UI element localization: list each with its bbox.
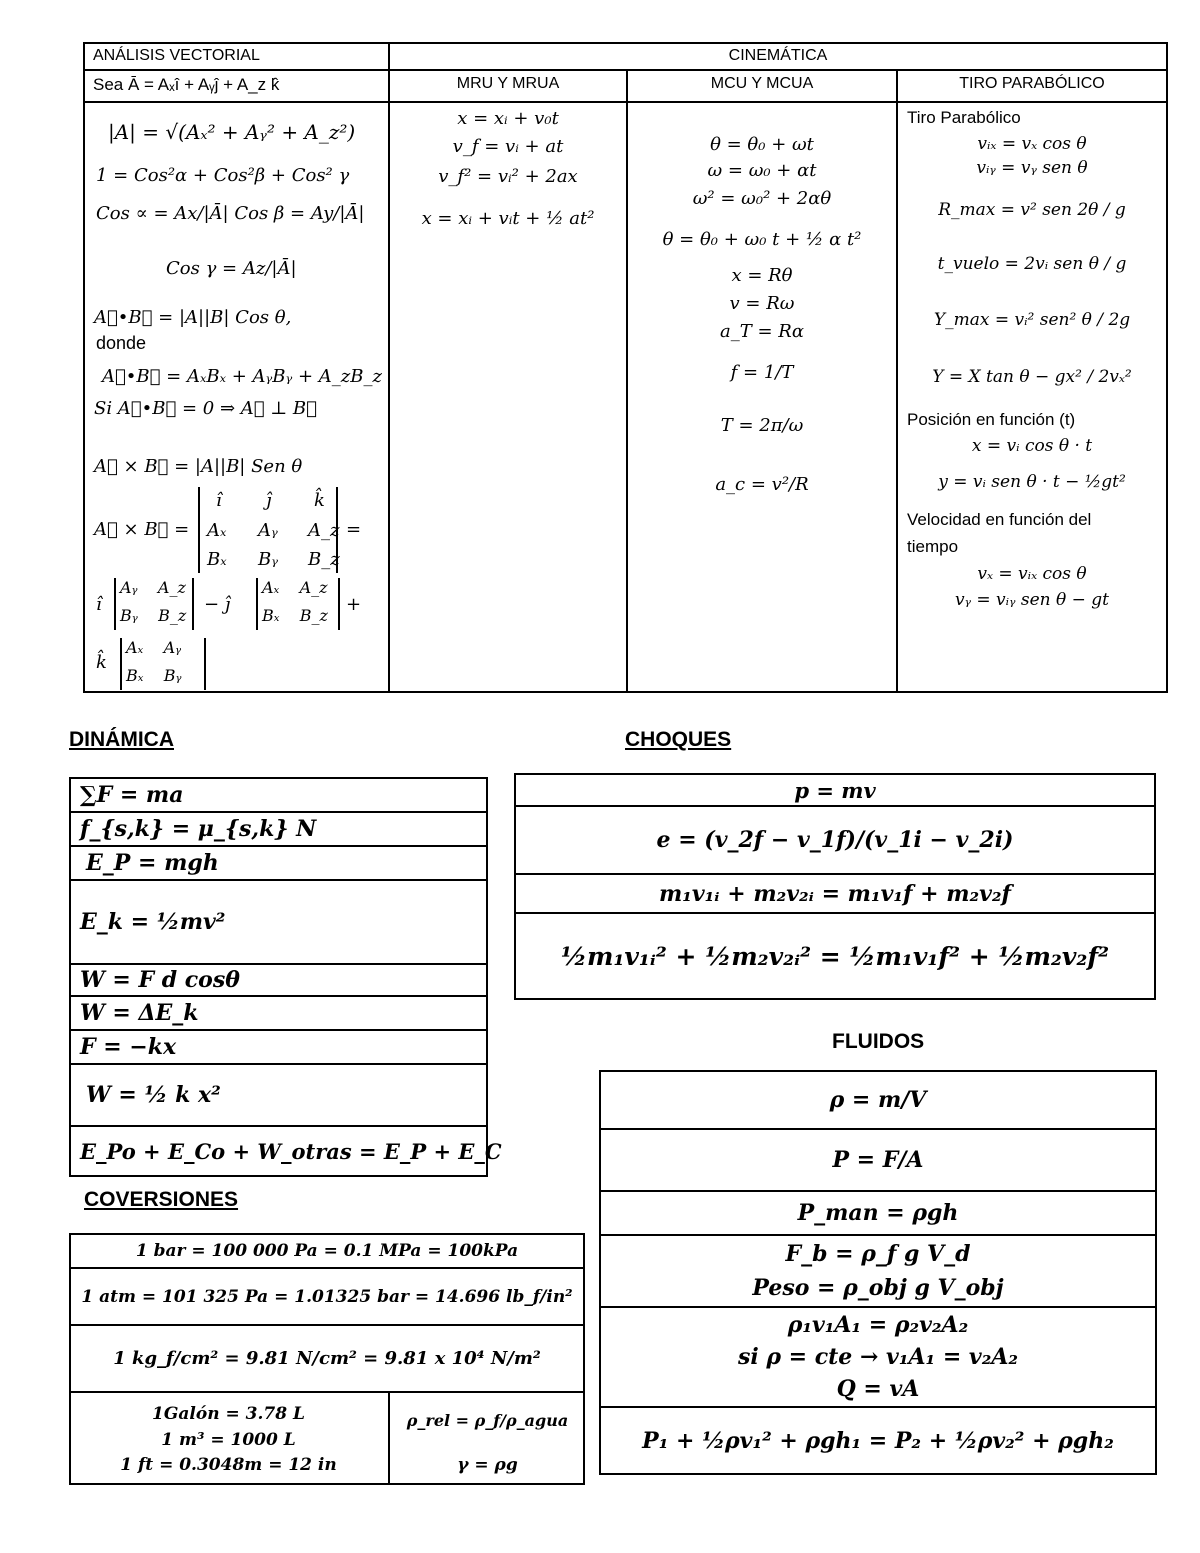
formula-dot-product: A⃗•B⃗ = |A||B| Cos θ, bbox=[94, 307, 292, 328]
dinamica-row: f_{s,k} = μ_{s,k} N bbox=[80, 816, 317, 842]
det-bar bbox=[256, 578, 258, 630]
mcu-formula: θ = θ₀ + ω₀ t + ½ α t² bbox=[662, 229, 862, 250]
formula-cos-gamma: Cos γ = Az/|Ā| bbox=[166, 258, 297, 279]
fluidos-row: P = F/A bbox=[832, 1147, 924, 1173]
formula-magnitude: |A| = √(Aₓ² + Aᵧ² + A_z²) bbox=[108, 120, 356, 144]
fluidos-row: si ρ = cte → v₁A₁ = v₂A₂ bbox=[737, 1344, 1019, 1370]
choques-row: ½m₁v₁ᵢ² + ½m₂v₂ᵢ² = ½m₁v₁f² + ½m₂v₂f² bbox=[560, 941, 1110, 971]
tiro-formula: vₓ = vᵢₓ cos θ bbox=[977, 564, 1087, 584]
conversion-row: 1 atm = 101 325 Pa = 1.01325 bar = 14.696 lb_f/in² bbox=[81, 1286, 573, 1307]
tiro-formula: vᵧ = vᵢᵧ sen θ − gt bbox=[954, 590, 1110, 610]
fluidos-title: FLUIDOS bbox=[832, 1030, 925, 1053]
tiro-formula: t_vuelo = 2vᵢ sen θ / g bbox=[937, 254, 1127, 274]
mcu-formula: v = Rω bbox=[729, 293, 795, 314]
fluidos-row: ρ₁v₁A₁ = ρ₂v₂A₂ bbox=[787, 1312, 969, 1338]
unit-i: î bbox=[96, 594, 102, 615]
det-cell: k̂ bbox=[314, 490, 325, 511]
fluidos-row: Peso = ρ_obj g V_obj bbox=[752, 1275, 1004, 1301]
divider bbox=[599, 1234, 1157, 1236]
dinamica-row: E_Po + E_Co + W_otras = E_P + E_C bbox=[80, 1138, 502, 1164]
det-cell: A_z bbox=[308, 520, 340, 541]
formula-cross-label: A⃗ × B⃗ = bbox=[94, 519, 190, 540]
conversion-row: γ = ρg bbox=[457, 1455, 518, 1475]
det-cell: Aₓ bbox=[207, 520, 227, 541]
conversiones-title: COVERSIONES bbox=[84, 1188, 239, 1211]
mru-formula: x = xᵢ + v₀t bbox=[457, 108, 559, 129]
tiro-formula: Y_max = vᵢ² sen² θ / 2g bbox=[933, 310, 1131, 330]
fluidos-row: F_b = ρ_f g V_d bbox=[785, 1241, 971, 1267]
det-bar bbox=[120, 638, 122, 690]
dinamica-row: W = ½ k x² bbox=[86, 1082, 221, 1108]
mcu-formula: a_T = Rα bbox=[720, 321, 804, 342]
det-bar bbox=[338, 578, 340, 630]
conversion-row: 1 ft = 0.3048m = 12 in bbox=[120, 1455, 337, 1475]
dinamica-row: E_k = ½mv² bbox=[80, 909, 226, 935]
vector-header: ANÁLISIS VECTORIAL bbox=[93, 47, 260, 64]
tiro-label: Velocidad en función del bbox=[907, 510, 1092, 529]
label-donde: donde bbox=[96, 333, 147, 353]
choques-row: m₁v₁ᵢ + m₂v₂ᵢ = m₁v₁f + m₂v₂f bbox=[658, 881, 1012, 907]
dinamica-title: DINÁMICA bbox=[69, 728, 174, 751]
plus-sign: + bbox=[346, 594, 362, 615]
conversion-row: 1 m³ = 1000 L bbox=[161, 1430, 296, 1450]
mru-formula: x = xᵢ + vᵢt + ½ at² bbox=[421, 208, 595, 229]
formula-cos-alpha-beta: Cos ∝ = Ax/|Ā| Cos β = Ay/|Ā| bbox=[96, 203, 365, 224]
tiro-formula: Y = X tan θ − gx² / 2vₓ² bbox=[932, 367, 1132, 387]
mcu-header: MCU Y MCUA bbox=[710, 75, 814, 92]
formula-dot-components: A⃗•B⃗ = AₓBₓ + AᵧBᵧ + A_zB_z bbox=[102, 366, 383, 387]
mcu-formula: T = 2π/ω bbox=[720, 415, 804, 436]
conversion-row: 1 kg_f/cm² = 9.81 N/cm² = 9.81 x 10⁴ N/m² bbox=[113, 1348, 541, 1369]
det-cell: î bbox=[216, 490, 222, 511]
fluidos-row: ρ = m/V bbox=[829, 1087, 927, 1113]
det-cell: Aᵧ bbox=[258, 520, 278, 541]
conversion-row: 1Galón = 3.78 L bbox=[152, 1404, 305, 1424]
tiro-formula: vᵢₓ = vₓ cos θ bbox=[977, 134, 1087, 154]
choques-row: e = (v_2f − v_1f)/(v_1i − v_2i) bbox=[656, 827, 1014, 853]
vector-subheader-text: Sea Ā = Aₓî + Aᵧĵ + A_z k̂ bbox=[93, 75, 280, 94]
dinamica-row: W = F d cosθ bbox=[80, 967, 240, 993]
det-bar bbox=[204, 638, 206, 690]
mcu-formula: ω² = ω₀² + 2αθ bbox=[692, 188, 832, 209]
det-cell: Bₓ Bᵧ bbox=[126, 666, 182, 685]
tiro-formula: x = vᵢ cos θ · t bbox=[971, 436, 1093, 456]
dinamica-row: F = −kx bbox=[80, 1034, 177, 1060]
formula-direction-cosines: 1 = Cos²α + Cos²β + Cos² γ bbox=[96, 165, 350, 186]
det-cell: Aᵧ A_z bbox=[120, 578, 186, 597]
det-cell: B_z bbox=[308, 549, 340, 570]
dinamica-row: E_P = mgh bbox=[86, 850, 219, 876]
kinematics-header: CINEMÁTICA bbox=[728, 47, 828, 64]
formula-perpendicular: Si A⃗•B⃗ = 0 ⇒ A⃗ ⊥ B⃗ bbox=[94, 398, 317, 419]
fluidos-row: P₁ + ½ρv₁² + ρgh₁ = P₂ + ½ρv₂² + ρgh₂ bbox=[642, 1427, 1114, 1454]
det-cell: Aₓ A_z bbox=[262, 578, 328, 597]
mru-formula: v_f = vᵢ + at bbox=[452, 136, 564, 157]
tiro-formula: R_max = v² sen 2θ / g bbox=[938, 200, 1126, 220]
det-bar-left bbox=[198, 487, 200, 573]
tiro-formula: vᵢᵧ = vᵧ sen θ bbox=[976, 158, 1088, 178]
det-bar bbox=[114, 578, 116, 630]
divider bbox=[69, 1391, 585, 1393]
mcu-formula: θ = θ₀ + ωt bbox=[710, 134, 814, 155]
tiro-formula: y = vᵢ sen θ · t − ½gt² bbox=[938, 472, 1126, 492]
det-cell: Bₓ B_z bbox=[262, 606, 328, 625]
fluidos-row: P_man = ρgh bbox=[797, 1200, 959, 1226]
unit-k: k̂ bbox=[96, 652, 107, 673]
det-cell: Aₓ Aᵧ bbox=[126, 638, 182, 657]
det-cell: Bₓ bbox=[207, 549, 227, 570]
tiro-header: TIRO PARABÓLICO bbox=[959, 75, 1105, 92]
dinamica-row: W = ΔE_k bbox=[80, 1000, 199, 1026]
choques-row: p = mv bbox=[794, 777, 876, 803]
choques-title: CHOQUES bbox=[625, 728, 732, 751]
minus-j: − ĵ bbox=[204, 594, 231, 615]
conversion-row: ρ_rel = ρ_f/ρ_agua bbox=[406, 1410, 569, 1430]
mcu-formula: x = Rθ bbox=[731, 265, 793, 286]
divider bbox=[599, 1306, 1157, 1308]
tiro-label: Posición en función (t) bbox=[907, 410, 1076, 429]
mcu-formula: f = 1/T bbox=[730, 362, 794, 383]
tiro-label: Tiro Parabólico bbox=[907, 108, 1021, 127]
formula-cross-magnitude: A⃗ × B⃗ = |A||B| Sen θ bbox=[94, 456, 303, 477]
det-cell: ĵ bbox=[266, 490, 272, 511]
tiro-label: tiempo bbox=[907, 537, 959, 556]
det-bar bbox=[192, 578, 194, 630]
mru-formula: v_f² = vᵢ² + 2ax bbox=[438, 166, 578, 187]
mru-header: MRU Y MRUA bbox=[456, 75, 560, 92]
fluidos-row: Q = vA bbox=[836, 1376, 920, 1402]
mcu-formula: a_c = v²/R bbox=[715, 474, 809, 495]
det-cell: Bᵧ B_z bbox=[120, 606, 187, 625]
det-equals: = bbox=[346, 519, 362, 540]
conversion-row: 1 bar = 100 000 Pa = 0.1 MPa = 100kPa bbox=[135, 1241, 519, 1261]
vector-subheader bbox=[93, 75, 279, 95]
mcu-formula: ω = ω₀ + αt bbox=[707, 160, 817, 181]
det-cell: Bᵧ bbox=[258, 549, 279, 570]
dinamica-row: ∑F = ma bbox=[80, 782, 184, 808]
